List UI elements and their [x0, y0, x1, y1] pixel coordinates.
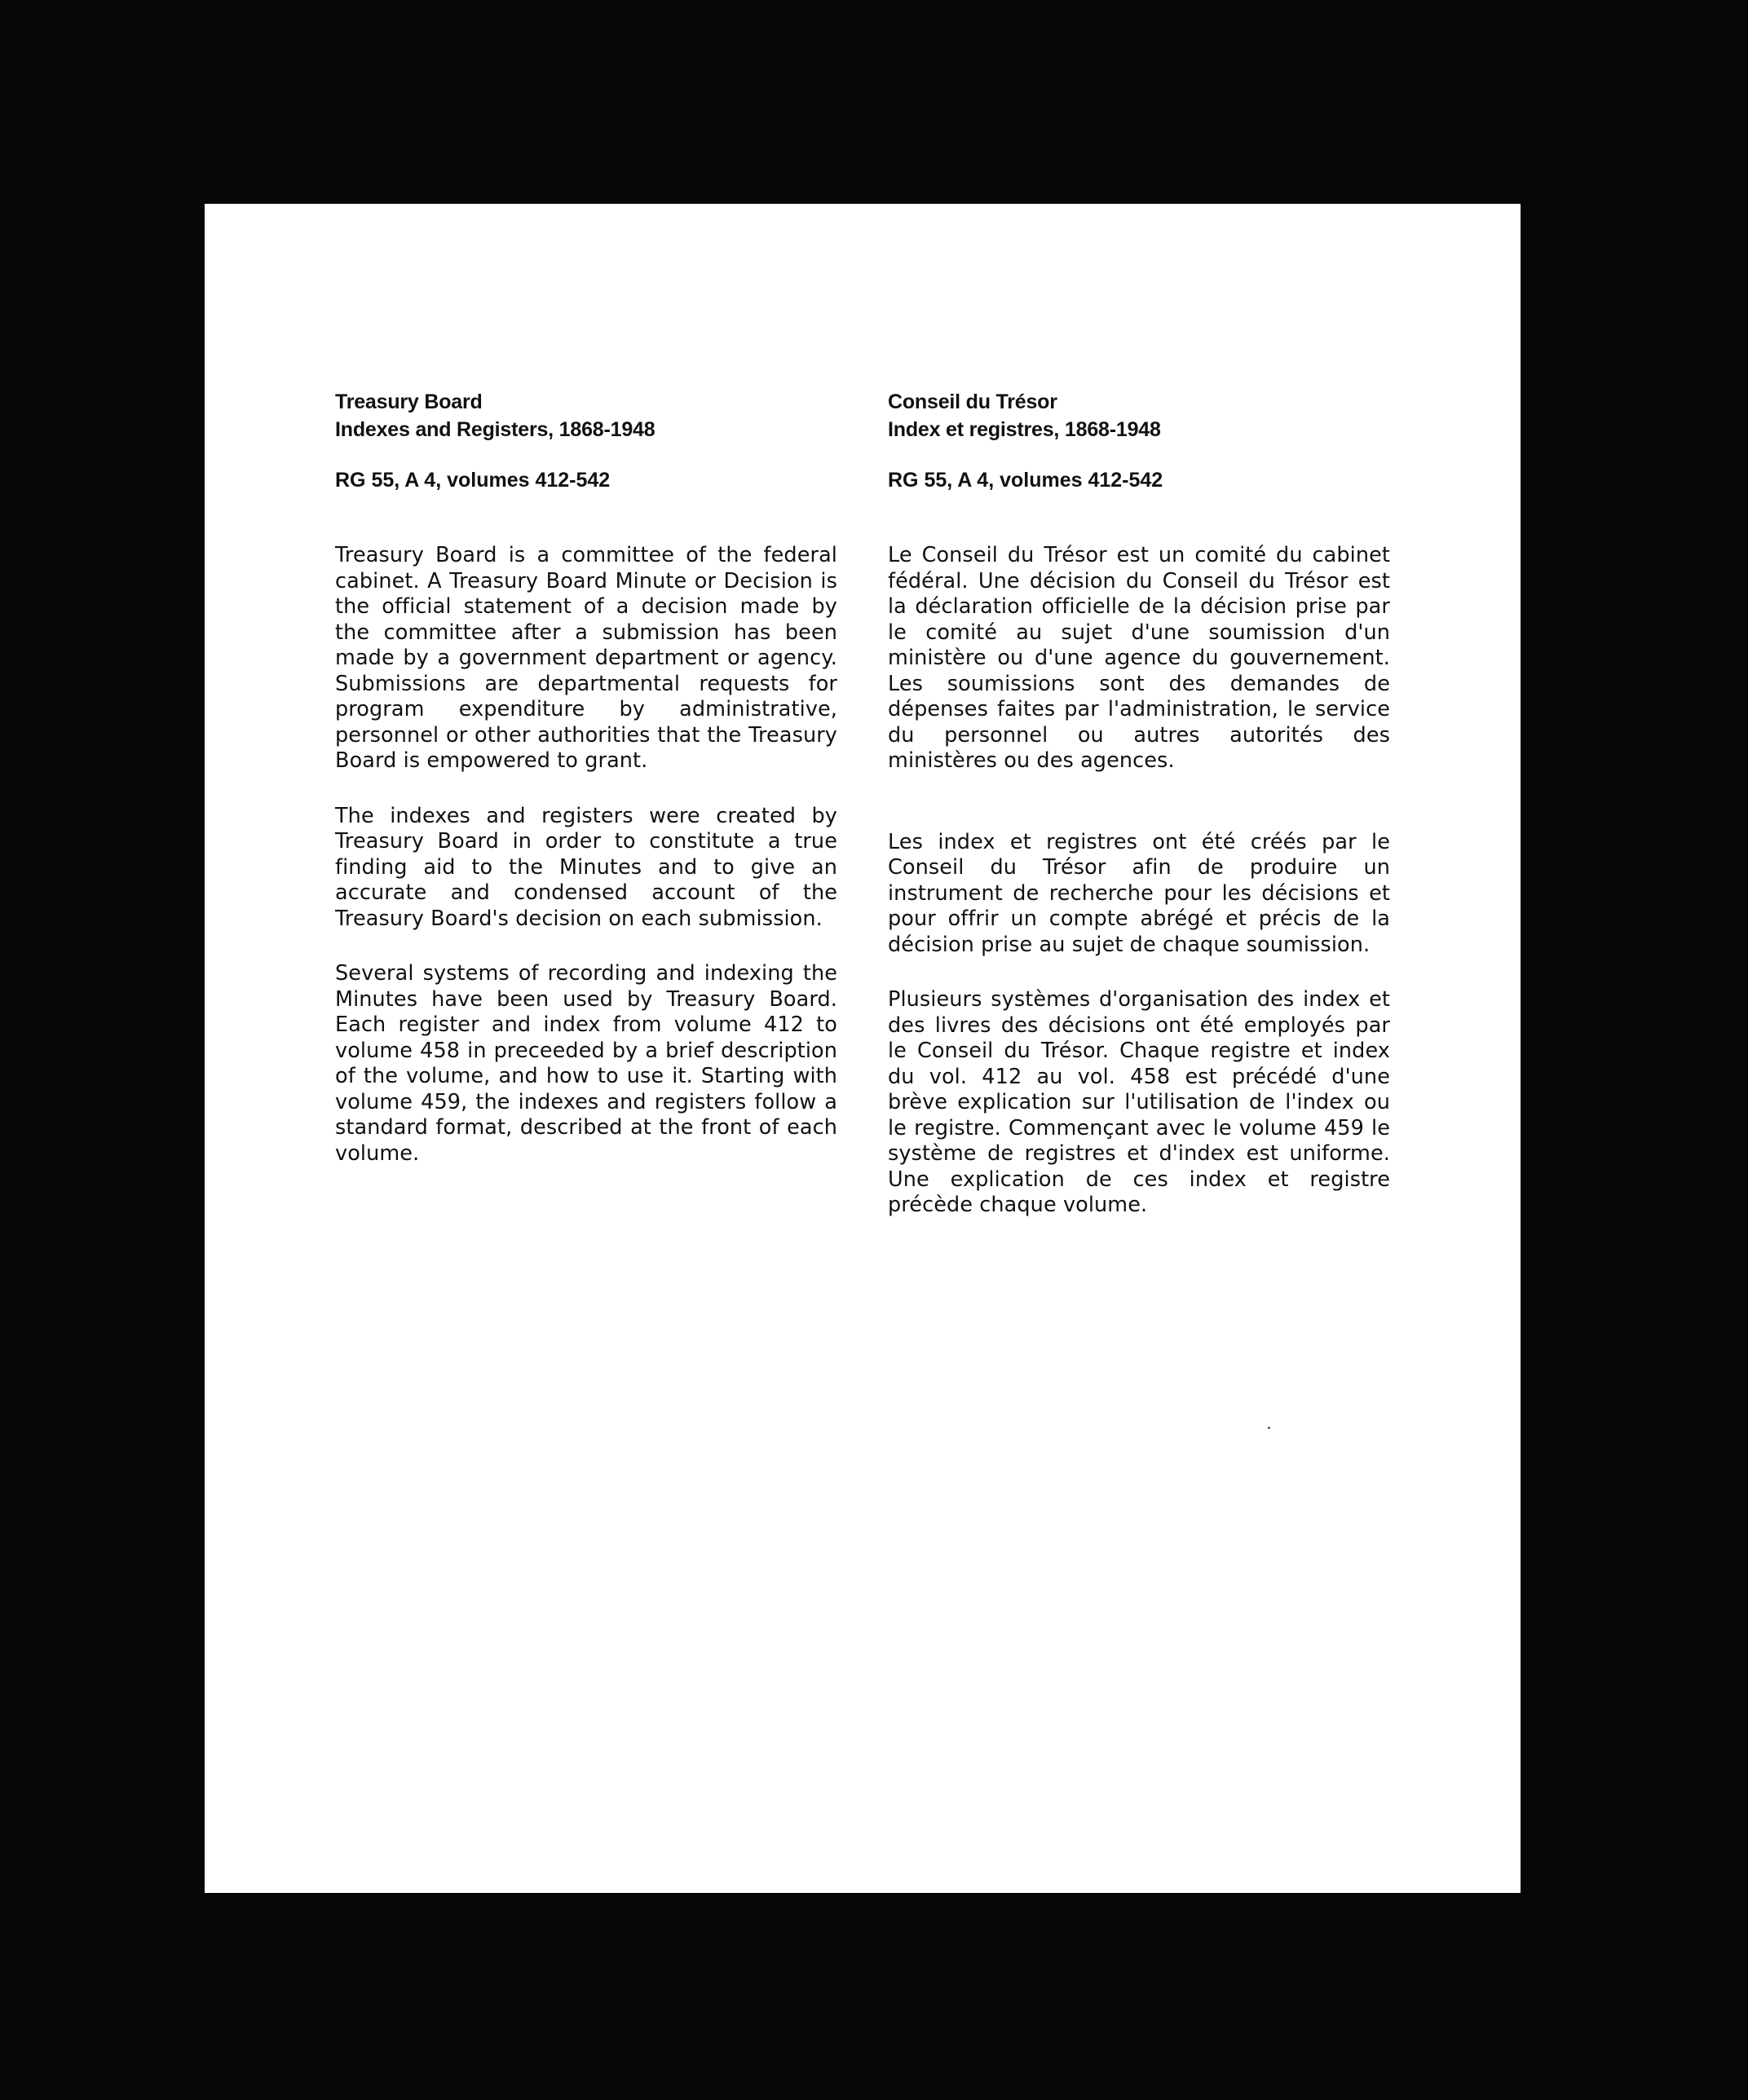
- french-paragraph-1: Le Conseil du Trésor est un comité du cabinet fédéral. Une décision du Conseil du Trésor est la déclaration officielle de la décision prise par le comité au sujet d'une soumission d'un ministère ou d'une agence du gouvernement. Les soumissions sont des demandes de dépenses faites par l'administration, le service du personnel ou autres autorités des ministères ou des agences.: [888, 543, 1390, 773]
- french-column: [888, 388, 1390, 1219]
- english-title-line2: Indexes and Registers, 1868-1948: [335, 418, 656, 441]
- english-paragraph-3: Several systems of recording and indexing the Minutes have been used by Treasury Board. Each register and index from volume 412 to volume 458 in preceeded by a brief description of the volume, and how to use it. Starting with volume 459, the indexes and registers follow a standard format, described at the front of each volume.: [335, 961, 837, 1166]
- french-title: [888, 388, 1390, 443]
- english-title-line1: Treasury Board: [335, 390, 483, 413]
- french-title-line2: Index et registres, 1868-1948: [888, 418, 1161, 441]
- english-column: [335, 388, 837, 1167]
- scan-speck: [1268, 1427, 1270, 1429]
- french-paragraph-2: Les index et registres ont été créés par le Conseil du Trésor afin de produire un instrument de recherche pour les décisions et pour offrir un compte abrégé et précis de la décision prise au sujet de chaque soumission.: [888, 829, 1390, 957]
- english-paragraph-2: The indexes and registers were created by Treasury Board in order to constitute a true finding aid to the Minutes and to give an accurate and condensed account of the Treasury Board's decision on each submission.: [335, 803, 837, 931]
- french-paragraph-3: Plusieurs systèmes d'organisation des index et des livres des décisions ont été employés par le Conseil du Trésor. Chaque registre et index du vol. 412 au vol. 458 est précédé d'une brève explication sur l'utilisation de l'index ou le registre. Commençant avec le volume 459 le système de registres et d'index est uniforme. Une explication de ces index et registre précède chaque volume.: [888, 987, 1390, 1217]
- english-reference: RG 55, A 4, volumes 412-542: [335, 469, 611, 492]
- document-page: [205, 204, 1521, 1893]
- english-paragraph-1: Treasury Board is a committee of the federal cabinet. A Treasury Board Minute or Decision is the official statement of a decision made by the committee after a submission has been made by a government department or agency. Submissions are departmental requests for program expenditure by administrative, personnel or other authorities that the Treasury Board is empowered to grant.: [335, 543, 837, 773]
- french-title-line1: Conseil du Trésor: [888, 390, 1057, 413]
- english-title: [335, 388, 837, 443]
- french-reference: RG 55, A 4, volumes 412-542: [888, 469, 1163, 492]
